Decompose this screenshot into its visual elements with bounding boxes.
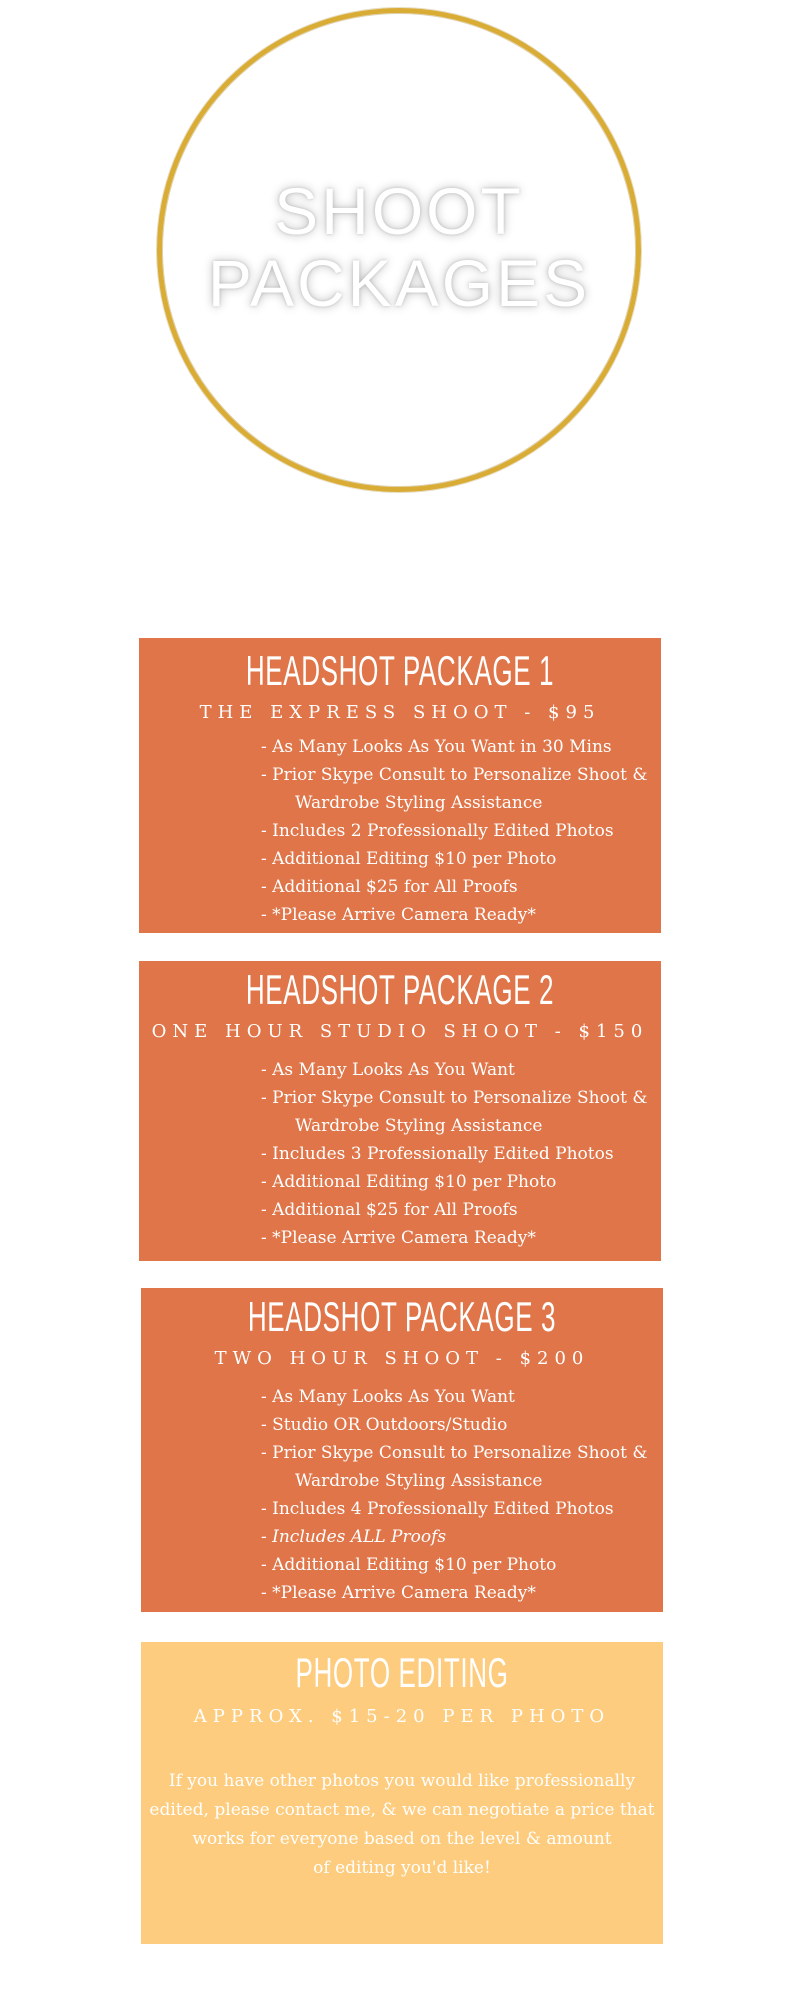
editing-description <box>141 1767 663 1883</box>
page-title-line-2: PACKAGES <box>207 246 591 320</box>
editing-title: PHOTO EDITING <box>295 1649 509 1696</box>
editing-description-line: works for everyone based on the level & amount <box>192 1829 612 1849</box>
feature-item: - As Many Looks As You Want <box>261 1060 515 1080</box>
feature-item: - Additional Editing $10 per Photo <box>261 849 557 869</box>
feature-item: - Prior Skype Consult to Personalize Shoot & Wardrobe Styling Assistance <box>261 1439 663 1495</box>
feature-item: - As Many Looks As You Want in 30 Mins <box>261 737 612 757</box>
editing-description-line: If you have other photos you would like professionally <box>168 1771 636 1791</box>
feature-item-continued: Wardrobe Styling Assistance <box>295 1116 543 1136</box>
package-subtitle: THE EXPRESS SHOOT - $95 <box>199 702 601 723</box>
feature-item: - Prior Skype Consult to Personalize Shoot & Wardrobe Styling Assistance <box>261 1084 661 1140</box>
package-subtitle: ONE HOUR STUDIO SHOOT - $150 <box>151 1021 649 1042</box>
headshot-package-1-card <box>139 638 661 933</box>
feature-item: - *Please Arrive Camera Ready* <box>261 1228 536 1248</box>
headshot-package-3-card <box>141 1288 663 1612</box>
feature-item: - Additional $25 for All Proofs <box>261 877 518 897</box>
feature-item-continued: Wardrobe Styling Assistance <box>295 793 543 813</box>
feature-list <box>139 1056 661 1252</box>
package-title: HEADSHOT PACKAGE 1 <box>245 647 555 694</box>
feature-item: - Includes 4 Professionally Edited Photos <box>261 1499 614 1519</box>
feature-item: - Includes ALL Proofs <box>261 1527 447 1547</box>
editing-price: APPROX. $15-20 PER PHOTO <box>193 1706 611 1727</box>
editing-description-line: edited, please contact me, & we can negotiate a price that <box>149 1800 655 1820</box>
feature-item: - As Many Looks As You Want <box>261 1387 515 1407</box>
feature-item: - Additional Editing $10 per Photo <box>261 1172 557 1192</box>
package-subtitle: TWO HOUR SHOOT - $200 <box>214 1348 590 1369</box>
editing-description-line: of editing you'd like! <box>313 1858 491 1878</box>
feature-item: - Additional $25 for All Proofs <box>261 1200 518 1220</box>
page-title <box>157 175 641 319</box>
feature-item: - *Please Arrive Camera Ready* <box>261 905 536 925</box>
feature-item: - Additional Editing $10 per Photo <box>261 1555 557 1575</box>
feature-list <box>139 733 661 929</box>
feature-item: - *Please Arrive Camera Ready* <box>261 1583 536 1603</box>
feature-item-continued: Wardrobe Styling Assistance <box>295 1471 543 1491</box>
feature-item: - Includes 2 Professionally Edited Photos <box>261 821 614 841</box>
feature-item: - Studio OR Outdoors/Studio <box>261 1415 508 1435</box>
feature-list <box>141 1383 663 1607</box>
package-title: HEADSHOT PACKAGE 2 <box>245 966 555 1013</box>
feature-item: - Prior Skype Consult to Personalize Shoot & Wardrobe Styling Assistance <box>261 761 661 817</box>
photo-editing-card <box>141 1642 663 1944</box>
headshot-package-2-card <box>139 961 661 1261</box>
page-title-line-1: SHOOT <box>274 174 524 248</box>
package-title: HEADSHOT PACKAGE 3 <box>247 1293 557 1340</box>
feature-item: - Includes 3 Professionally Edited Photos <box>261 1144 614 1164</box>
